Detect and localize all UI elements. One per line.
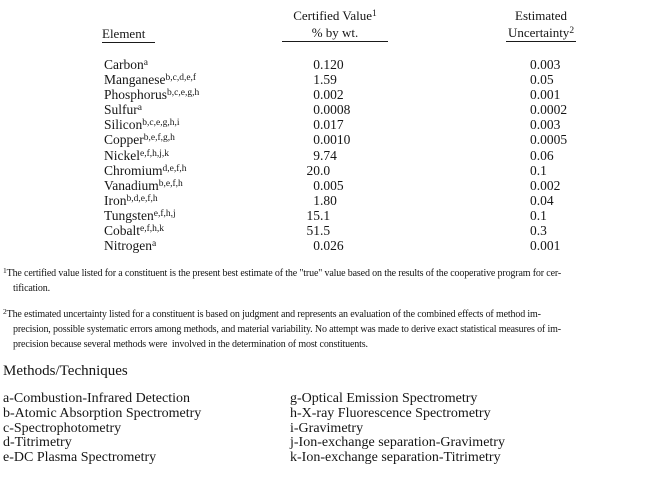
table-row bbox=[0, 238, 567, 253]
table-row bbox=[0, 193, 567, 208]
method-item: g-Optical Emission Spectrometry bbox=[290, 391, 478, 406]
certified-value: 0 bbox=[313, 87, 320, 103]
methods-column-left bbox=[3, 392, 290, 466]
estimated-uncertainty: 0.001 bbox=[530, 238, 561, 254]
method-superscript: a bbox=[137, 103, 142, 114]
certified-value-header-line1: Certified Value$^1$ bbox=[293, 8, 377, 23]
table-row bbox=[0, 72, 567, 87]
certified-value-header-line2: % by wt. bbox=[282, 24, 388, 42]
footnote-reference-1: 1 bbox=[372, 9, 377, 19]
element-table bbox=[0, 57, 567, 253]
method-superscript: a bbox=[143, 58, 148, 68]
estimated-uncertainty: 0.06 bbox=[530, 147, 554, 163]
methods-techniques-heading: Methods/Techniques bbox=[3, 363, 128, 379]
method-item: h-X-ray Fluorescence Spectrometry bbox=[290, 405, 491, 421]
method-superscript: a bbox=[152, 239, 157, 250]
footnote-marker: 1 bbox=[3, 266, 7, 275]
certified-value: 15 bbox=[306, 207, 320, 223]
footnote-marker: 2 bbox=[3, 307, 7, 316]
footnote-line: precision because several methods were involved in the determination of most constituents. bbox=[13, 339, 368, 350]
table-row bbox=[0, 87, 567, 102]
estimated-uncertainty: 0.002 bbox=[530, 177, 561, 193]
certified-value: 0 bbox=[313, 238, 320, 254]
estimated-uncertainty: 0.001 bbox=[530, 87, 561, 103]
certified-value: 0 bbox=[313, 117, 320, 133]
certified-value-fraction: .59 bbox=[320, 72, 337, 88]
method-superscript: b,c,e,g,h bbox=[167, 88, 200, 99]
method-superscript: d,e,f,h bbox=[162, 163, 187, 174]
element-name: Manganese$^{b,c,d,e,f}$ bbox=[104, 72, 197, 88]
certified-value-fraction: .017 bbox=[320, 117, 344, 133]
footnote-estimated-uncertainty bbox=[3, 307, 667, 352]
estimated-uncertainty: 0.1 bbox=[530, 162, 547, 178]
footnote-line bbox=[3, 307, 667, 322]
certified-value-fraction: .5 bbox=[320, 223, 331, 239]
certified-value-fraction: .120 bbox=[320, 57, 344, 72]
column-header-estimated-uncertainty bbox=[494, 7, 588, 42]
estimated-uncertainty: 0.0005 bbox=[530, 132, 568, 148]
certified-value: 0 bbox=[313, 177, 320, 193]
method-item: j-Ion-exchange separation-Gravimetry bbox=[290, 435, 505, 451]
column-header-element: Element bbox=[102, 25, 155, 43]
element-name: Vanadium$^{b,e,f,h}$ bbox=[104, 177, 183, 193]
method-superscript: e,f,h,j,k bbox=[140, 148, 170, 159]
method-item: c-Spectrophotometry bbox=[3, 420, 122, 436]
element-name: Chromium$^{d,e,f,h}$ bbox=[104, 162, 187, 178]
footnote-reference-2: 2 bbox=[569, 26, 575, 36]
estimated-uncertainty: 0.1 bbox=[530, 207, 547, 223]
column-header-certified-value bbox=[282, 7, 388, 42]
table-row bbox=[0, 132, 567, 147]
element-name: Sulfur$^a$ bbox=[104, 102, 142, 118]
certified-value-fraction: .80 bbox=[320, 192, 337, 208]
element-name: Carbon$^a$ bbox=[104, 57, 148, 72]
method-item: k-Ion-exchange separation-Titrimetry bbox=[290, 450, 501, 466]
method-item: a-Combustion-Infrared Detection bbox=[3, 391, 190, 406]
certified-value: 51 bbox=[306, 223, 320, 239]
table-row bbox=[0, 208, 567, 223]
estimated-uncertainty: 0.04 bbox=[530, 192, 554, 208]
method-item: b-Atomic Absorption Spectrometry bbox=[3, 405, 202, 421]
certified-value: 0 bbox=[313, 102, 320, 118]
certified-value: 1 bbox=[313, 192, 320, 208]
certified-value-fraction: .0 bbox=[320, 162, 331, 178]
footnote-line bbox=[3, 266, 667, 281]
table-row bbox=[0, 57, 567, 72]
certified-value: 1 bbox=[313, 72, 320, 88]
method-item: e-DC Plasma Spectrometry bbox=[3, 450, 157, 466]
method-superscript: e,f,h,k bbox=[140, 224, 165, 235]
certified-value-fraction: .002 bbox=[320, 87, 344, 103]
estimated-uncertainty: 0.003 bbox=[530, 117, 561, 133]
footnote-line: tification. bbox=[13, 283, 50, 294]
method-superscript: b,d,e,f,h bbox=[126, 193, 158, 204]
footnote-text: The certified value listed for a constituent is the present best estimate of the "true" value based on the results of the cooperative program for cer- bbox=[6, 268, 562, 279]
uncertainty-header-line2: Uncertainty$^2$ bbox=[507, 25, 575, 40]
certified-value: 20 bbox=[306, 162, 320, 178]
certified-value: 0 bbox=[313, 57, 320, 72]
method-superscript: b,c,e,g,h,i bbox=[142, 118, 180, 129]
methods-techniques-list bbox=[3, 392, 667, 466]
estimated-uncertainty: 0.05 bbox=[530, 72, 554, 88]
footnote-text: The estimated uncertainty listed for a constituent is based on judgment and represents an evaluation of the combined effects of method im- bbox=[6, 309, 541, 320]
method-superscript: b,e,f,h bbox=[158, 178, 183, 189]
certified-value-fraction: .026 bbox=[320, 238, 344, 254]
method-superscript: e,f,h,j bbox=[153, 208, 176, 219]
certified-value-fraction: .005 bbox=[320, 177, 344, 193]
methods-column-right bbox=[290, 392, 505, 466]
estimated-uncertainty: 0.003 bbox=[530, 57, 561, 72]
certified-value-fraction: .74 bbox=[320, 147, 337, 163]
table-row bbox=[0, 223, 567, 238]
method-item: i-Gravimetry bbox=[290, 420, 364, 436]
certified-value-fraction: .1 bbox=[320, 207, 331, 223]
certified-value: 0 bbox=[313, 132, 320, 148]
element-name: Cobalt$^{e,f,h,k}$ bbox=[104, 223, 165, 239]
estimated-uncertainty: 0.3 bbox=[530, 223, 547, 239]
element-name: Copper$^{b,e,f,g,h}$ bbox=[104, 132, 175, 148]
table-row bbox=[0, 148, 567, 163]
element-name: Tungsten$^{e,f,h,j}$ bbox=[104, 207, 176, 223]
footnote-certified-value bbox=[3, 266, 667, 296]
element-name: Nitrogen$^a$ bbox=[104, 238, 157, 254]
element-name: Iron$^{b,d,e,f,h}$ bbox=[104, 192, 158, 208]
element-name: Silicon$^{b,c,e,g,h,i}$ bbox=[104, 117, 180, 133]
method-item: d-Titrimetry bbox=[3, 435, 72, 451]
method-superscript: b,c,d,e,f bbox=[165, 73, 197, 84]
certified-value-fraction: .0008 bbox=[320, 102, 351, 118]
element-name: Phosphorus$^{b,c,e,g,h}$ bbox=[104, 87, 200, 103]
certified-value-fraction: .0010 bbox=[320, 132, 351, 148]
uncertainty-header-line1: Estimated bbox=[515, 8, 567, 23]
table-row bbox=[0, 117, 567, 132]
footnote-line: precision, possible systematic errors among methods, and material variability. No attempt was made to derive exact statistical measures of im- bbox=[13, 324, 561, 335]
estimated-uncertainty: 0.0002 bbox=[530, 102, 568, 118]
table-row bbox=[0, 102, 567, 117]
certified-value: 9 bbox=[313, 147, 320, 163]
method-superscript: b,e,f,g,h bbox=[143, 133, 175, 144]
element-name: Nickel$^{e,f,h,j,k}$ bbox=[104, 147, 170, 163]
table-row bbox=[0, 178, 567, 193]
table-row bbox=[0, 163, 567, 178]
